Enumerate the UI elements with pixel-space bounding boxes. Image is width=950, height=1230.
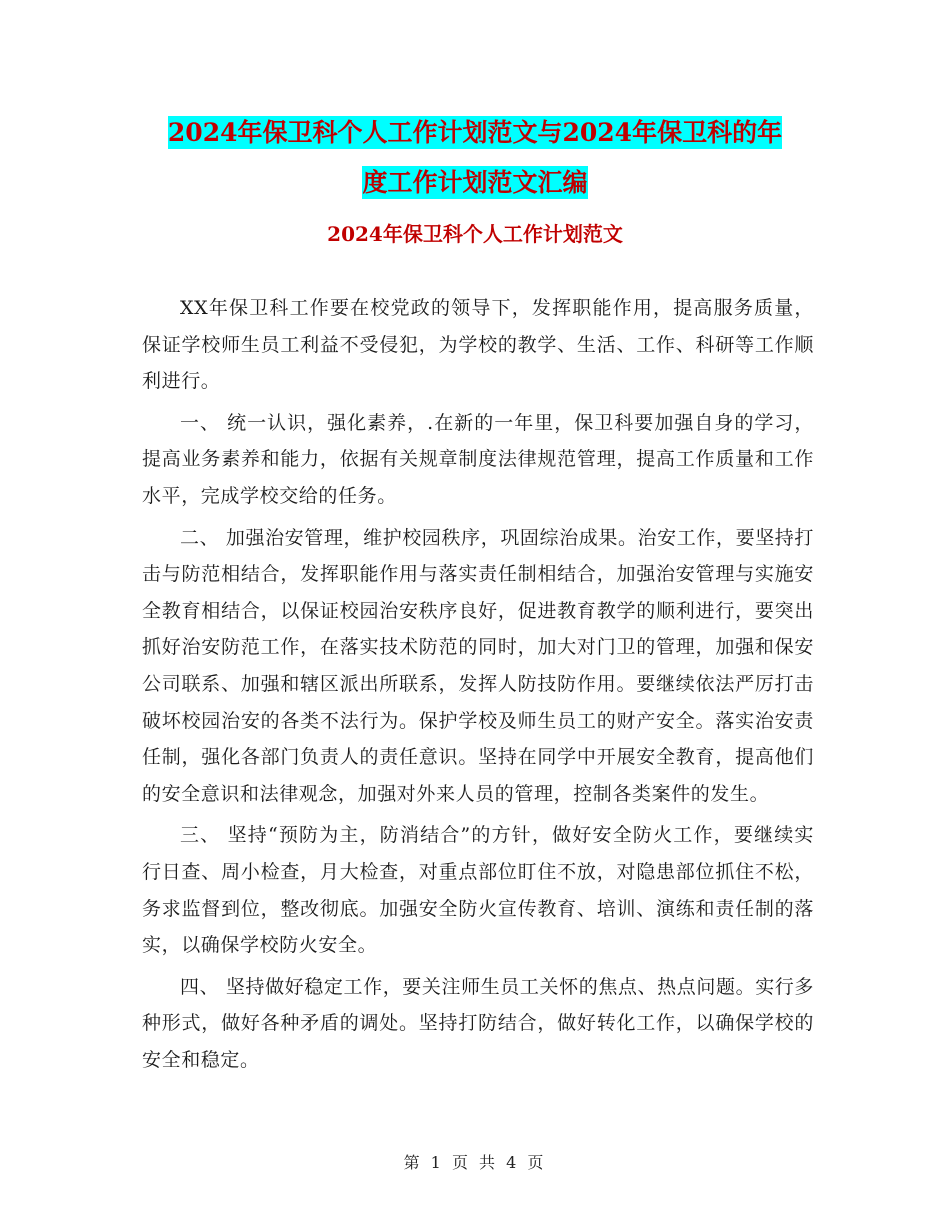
paragraph-2: 二、 加强治安管理，维护校园秩序，巩固综治成果。治安工作，要坚持打击与防范相结合，发挥职能作用与落实责任制相结合，加强治安管理与实施安全教育相结合，以保证校园治安秩序良好，促进教育教学的顺利进行，要突出抓好治安防范工作，在落实技术防范的同时，加大对门卫的管理，加强和保安公司联系、加强和辖区派出所联系，发挥人防技防作用。要继续依法严厉打击破坏校园治安的各类不法行为。保护学校及师生员工的财产安全。落实治安责任制，强化各部门负责人的责任意识。坚持在同学中开展安全教育，提高他们的安全意识和法律观念，加强对外来人员的管理，控制各类案件的发生。 bbox=[142, 526, 814, 805]
paragraph-3: 三、 坚持“预防为主，防消结合”的方针，做好安全防火工作，要继续实行日查、周小检查，月大检查，对重点部位盯住不放，对隐患部位抓住不松，务求监督到位，整改彻底。加强安全防火宣传教育、培训、演练和责任制的落实，以确保学校防火安全。 bbox=[142, 824, 814, 957]
paragraph-1: 一、 统一认识，强化素养，.在新的一年里，保卫科要加强自身的学习，提高业务素养和能力，依据有关规章制度法律规范管理，提高工作质量和工作水平，完成学校交给的任务。 bbox=[142, 411, 814, 507]
section-title: 2024年保卫科个人工作计划范文 bbox=[327, 222, 623, 246]
paragraph-4: 四、 坚持做好稳定工作，要关注师生员工关怀的焦点、热点问题。实行多种形式，做好各种矛盾的调处。坚持打防结合，做好转化工作，以确保学校的安全和稳定。 bbox=[142, 975, 814, 1071]
document-body bbox=[142, 290, 814, 1083]
document-title-line-2: 度工作计划范文汇编 bbox=[362, 168, 588, 197]
paragraph-intro: XX年保卫科工作要在校党政的领导下，发挥职能作用，提高服务质量，保证学校师生员工利益不受侵犯，为学校的教学、生活、工作、科研等工作顺利进行。 bbox=[142, 297, 814, 393]
page-footer: 第 1 页 共 4 页 bbox=[403, 1153, 547, 1172]
document-title bbox=[140, 108, 810, 208]
document-title-line-1: 2024年保卫科个人工作计划范文与2024年保卫科的年 bbox=[167, 118, 783, 147]
